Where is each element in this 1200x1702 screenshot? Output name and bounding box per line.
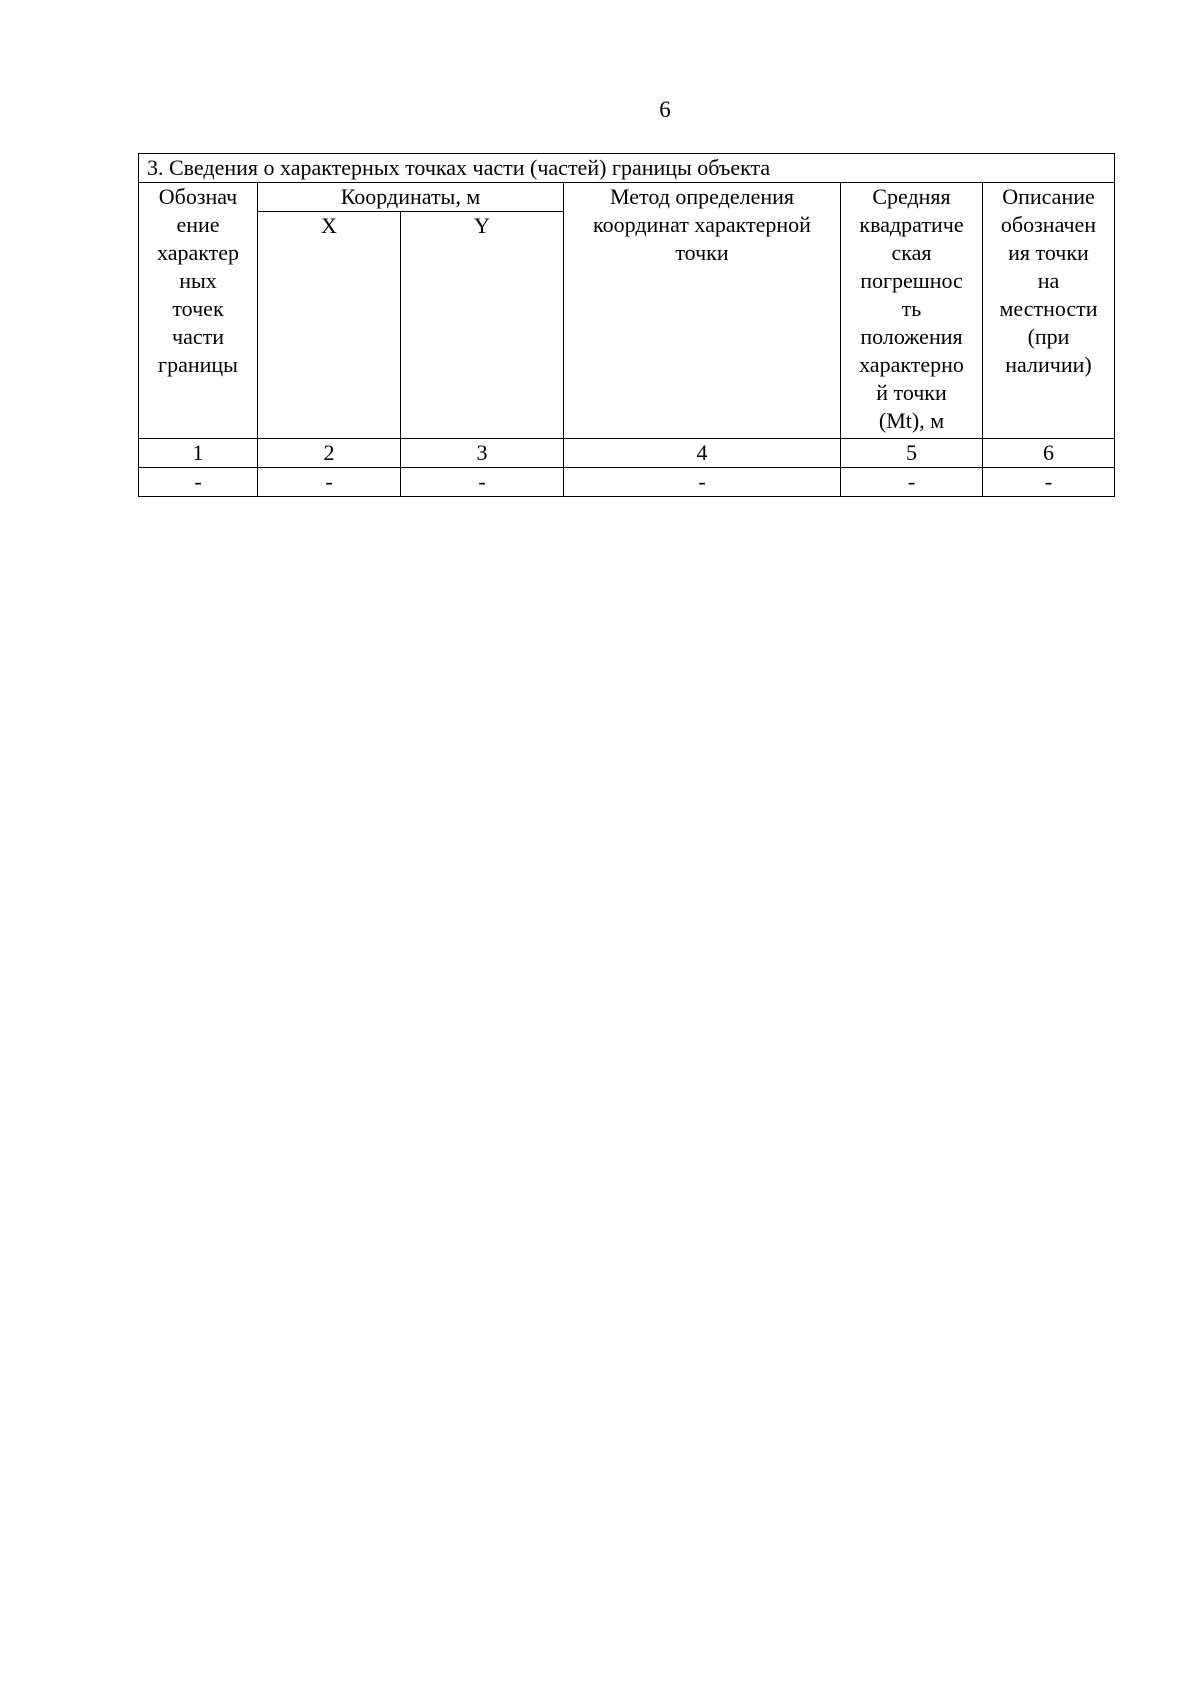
header-point-designation: Обознач ение характер ных точек части границы bbox=[139, 183, 258, 439]
characteristic-points-table bbox=[138, 153, 1115, 497]
header-method: Метод определения координат характерной точки bbox=[564, 183, 841, 439]
table-cell: - bbox=[258, 468, 401, 497]
table-section-title: 3. Сведения о характерных точках части (частей) границы объекта bbox=[139, 154, 1115, 183]
table-cell: - bbox=[983, 468, 1115, 497]
header-x: X bbox=[258, 212, 401, 439]
table-row bbox=[139, 468, 1115, 497]
table-header-row bbox=[139, 183, 1115, 212]
table-cell: - bbox=[564, 468, 841, 497]
header-description: Описание обозначен ия точки на местности (при наличии) bbox=[983, 183, 1115, 439]
table-title-row bbox=[139, 154, 1115, 183]
page-number: 6 bbox=[659, 97, 671, 122]
column-number: 5 bbox=[841, 439, 983, 468]
table-cell: - bbox=[139, 468, 258, 497]
table-cell: - bbox=[401, 468, 564, 497]
column-number: 3 bbox=[401, 439, 564, 468]
header-coordinates: Координаты, м bbox=[258, 183, 564, 212]
column-number-row bbox=[139, 439, 1115, 468]
column-number: 1 bbox=[139, 439, 258, 468]
header-y: Y bbox=[401, 212, 564, 439]
column-number: 4 bbox=[564, 439, 841, 468]
table-cell: - bbox=[841, 468, 983, 497]
column-number: 6 bbox=[983, 439, 1115, 468]
column-number: 2 bbox=[258, 439, 401, 468]
header-rms-error: Средняя квадратиче ская погрешнос ть положения характерно й точки (Mt), м bbox=[841, 183, 983, 439]
